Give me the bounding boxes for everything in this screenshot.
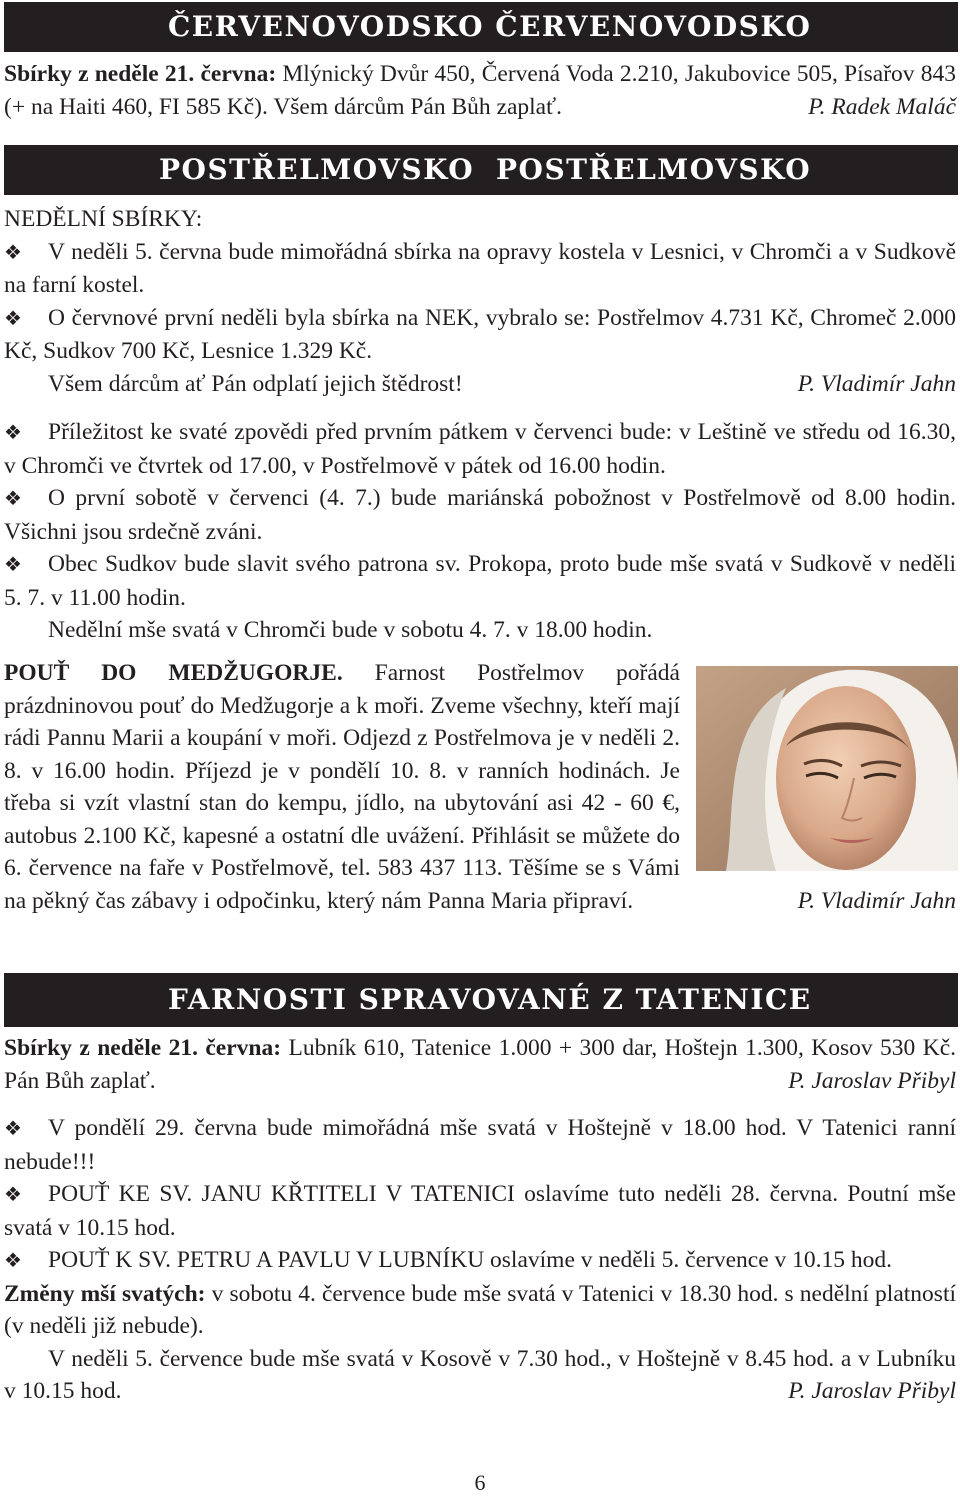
bullet-text: POUŤ K SV. PETRU A PAVLU V LUBNÍKU oslavíme v neděli 5. července v 10.15 hod. xyxy=(48,1247,893,1273)
section-header-tatenice xyxy=(4,973,958,1027)
bullet-icon: ❖ xyxy=(4,1184,22,1206)
bullet-text: Příležitost ke svaté zpovědi před prvním pátkem v červenci bude: v Leštině ve středu od 16.30, v Chromči ve čtvrtek od 17.00, v Postřelmově v pátek od 16.00 hodin. xyxy=(4,419,956,479)
section-title: ČERVENOVODSKO ČERVENOVODSKO xyxy=(168,10,812,43)
section-title: FARNOSTI SPRAVOVANÉ Z TATENICE xyxy=(168,983,812,1016)
bullet-icon: ❖ xyxy=(4,554,22,576)
postrelmovsko-announcements xyxy=(4,416,956,647)
section-header-cervenovodsko xyxy=(4,2,958,52)
tatenice-announcements xyxy=(4,1112,956,1408)
pilgrimage-title: POUŤ DO MEDŽUGORJE. xyxy=(4,660,343,686)
collection-label: Sbírky z neděle 21. června: xyxy=(4,1035,282,1061)
bullet-text: V neděli 5. června bude mimořádná sbírka na opravy kostela v Lesnici, v Chromči a v Sudkově na farní kostel. xyxy=(4,238,956,298)
bullet-icon: ❖ xyxy=(4,1118,22,1140)
postrelmovsko-sbirky xyxy=(4,203,956,400)
bullet-icon: ❖ xyxy=(4,241,22,264)
tatenice-collection xyxy=(4,1032,956,1097)
bullet-text: Obec Sudkov bude slavit svého patrona sv. Prokopa, proto bude mše svatá v Sudkově v neděli 5. 7. v 11.00 hodin. xyxy=(4,551,956,611)
signature: P. Jaroslav Přibyl xyxy=(788,1378,956,1404)
pilgrimage-text: Farnost Postřelmov pořádá prázdninovou pouť do Medžugorje a k moři. Zveme všechny, kteří mají rádi Pannu Marii a koupání v moři. Odjezd z Postřelmova je v neděli 2. 8. v 16.00 hodin. Příjezd je v pondělí 10. 8. v ranních hodinách. Je třeba si vzít vlastní stan do kempu, jídlo, na ubytování asi 42 - 60 €, autobus 2.100 Kč, kapesné a ostatní dle uvážení. Přihlásit se můžete do 6. července na faře v Postřelmově, tel. 583 437 113. Těšíme se s Vámi na pěkný čas zábavy i odpočinku, který nám Panna Maria připraví. xyxy=(4,660,680,914)
bullet-text: POUŤ KE SV. JANU KŘTITELI V TATENICI oslavíme tuto neděli 28. června. Poutní mše svatá v 10.15 hod. xyxy=(4,1181,956,1241)
changes-label: Změny mší svatých: xyxy=(4,1280,206,1307)
thanks-text: Všem dárcům ať Pán odplatí jejich štědrost! xyxy=(48,370,463,397)
changes-text: v sobotu 4. července bude mše svatá v Tatenici v 18.30 hod. s nedělní platností (v neděli již nebude). xyxy=(4,1280,956,1339)
cervenovodsko-collection xyxy=(4,58,956,123)
section-header-postrelmovsko xyxy=(4,145,958,195)
bullet-icon: ❖ xyxy=(4,1250,22,1272)
page-number: 6 xyxy=(474,1470,486,1495)
bullet-icon: ❖ xyxy=(4,422,22,444)
signature: P. Vladimír Jahn xyxy=(797,370,956,397)
sunday-mass-note: Nedělní mše svatá v Chromči bude v sobotu 4. 7. v 18.00 hodin. xyxy=(48,617,653,643)
section-title-left: POSTŘELMOVSKO xyxy=(159,153,475,186)
collection-text: Lubník 610, Tatenice 1.000 + 300 dar, Hoštejn 1.300, Kosov 530 Kč. Pán Bůh zaplať. xyxy=(4,1035,956,1094)
pilgrimage-block xyxy=(4,657,956,917)
photo-spacer xyxy=(680,657,956,867)
bullet-icon: ❖ xyxy=(4,307,22,330)
changes-text-2: V neděli 5. července bude mše svatá v Kosově v 7.30 hod., v Hoštejně v 8.45 hod. a v Lubníku v 10.15 hod. xyxy=(4,1345,956,1404)
bullet-text: V pondělí 29. června bude mimořádná mše svatá v Hoštejně v 18.00 hod. V Tatenici ranní nebude!!! xyxy=(4,1115,956,1175)
signature: P. Vladimír Jahn xyxy=(797,887,956,914)
section-title-right: POSTŘELMOVSKO xyxy=(496,153,812,186)
collection-label: Sbírky z neděle 21. června: xyxy=(4,61,277,87)
collection-text: Mlýnický Dvůr 450, Červená Voda 2.210, Jakubovice 505, Písařov 843 (+ na Haiti 460, FI 585 Kč). Všem dárcům Pán Bůh zaplať. xyxy=(4,61,956,120)
sub-heading: NEDĚLNÍ SBÍRKY: xyxy=(4,206,203,232)
bullet-text: O červnové první neděli byla sbírka na NEK, vybralo se: Postřelmov 4.731 Kč, Chromeč 2.000 Kč, Sudkov 700 Kč, Lesnice 1.329 Kč. xyxy=(4,304,956,364)
signature: P. Jaroslav Přibyl xyxy=(788,1067,956,1094)
bullet-text: O první sobotě v červenci (4. 7.) bude mariánská pobožnost v Postřelmově od 8.00 hodin. Všichni jsou srdečně zváni. xyxy=(4,485,956,545)
bullet-icon: ❖ xyxy=(4,488,22,510)
signature: P. Radek Maláč xyxy=(808,93,956,120)
